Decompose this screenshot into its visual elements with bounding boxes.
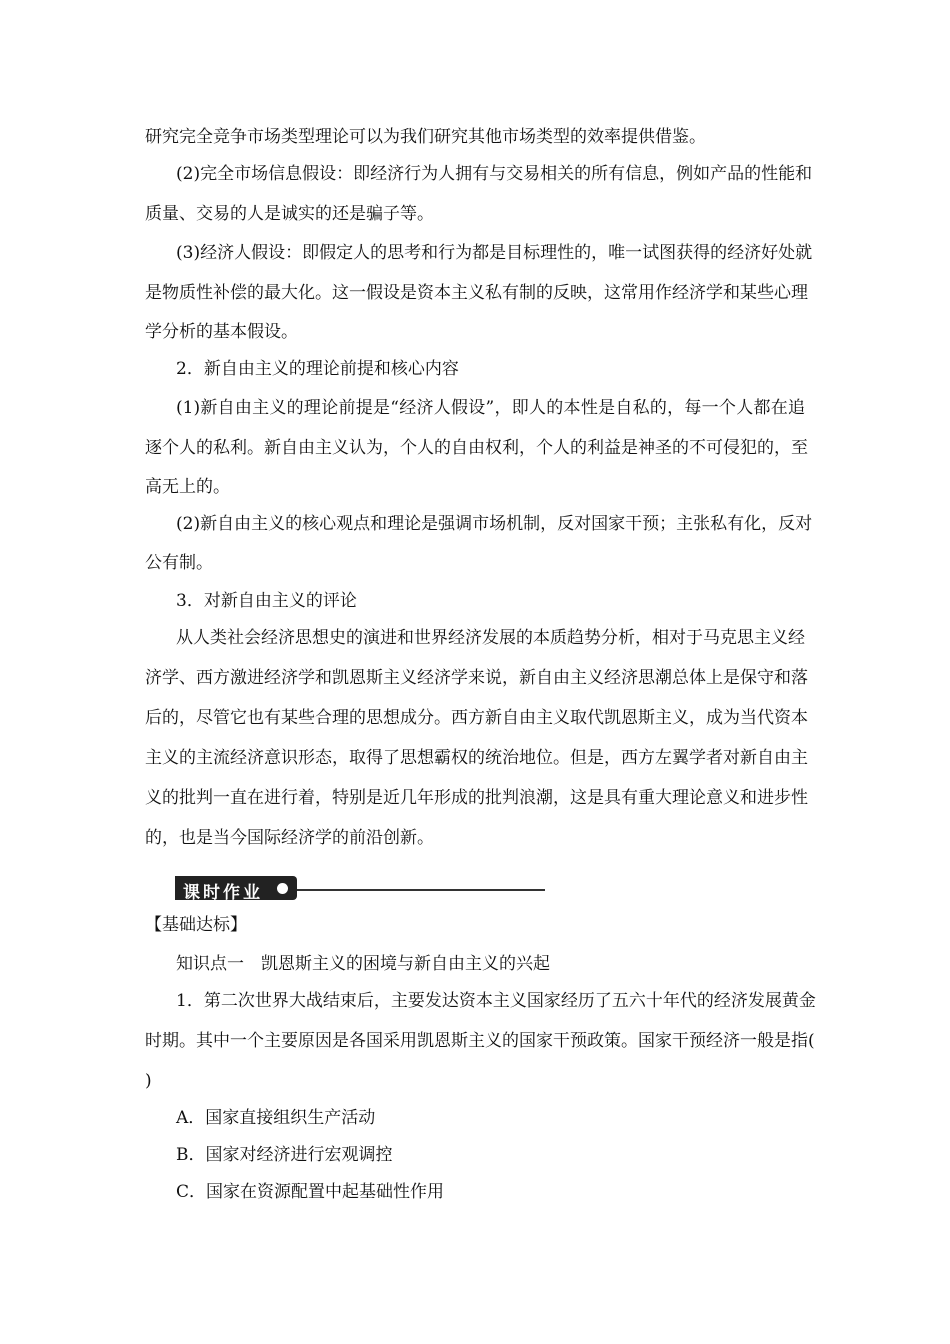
paragraph-line: 学分析的基本假设。 xyxy=(145,322,298,342)
paragraph-line: 是物质性补偿的最大化。这一假设是资本主义私有制的反映，这常用作经济学和某些心理 xyxy=(145,283,808,303)
banner-box xyxy=(175,876,297,903)
section-label: 【基础达标】 xyxy=(145,915,247,935)
question-line: ) xyxy=(145,1071,152,1091)
question-line: 1．第二次世界大战结束后，主要发达资本主义国家经历了五六十年代的经济发展黄金 xyxy=(176,991,816,1011)
paragraph-line: (3)经济人假设：即假定人的思考和行为都是目标理性的，唯一试图获得的经济好处就 xyxy=(176,243,813,263)
topic-heading: 知识点一 凯恩斯主义的困境与新自由主义的兴起 xyxy=(176,954,550,974)
paragraph-line: 济学、西方激进经济学和凯恩斯主义经济学来说，新自由主义经济思潮总体上是保守和落 xyxy=(145,668,808,688)
section-heading: 3．对新自由主义的评论 xyxy=(176,591,357,611)
bullet-dot-icon xyxy=(277,883,288,894)
paragraph-line: 的，也是当今国际经济学的前沿创新。 xyxy=(145,828,434,848)
paragraph-line: 后的，尽管它也有某些合理的思想成分。西方新自由主义取代凯恩斯主义，成为当代资本 xyxy=(145,708,808,728)
paragraph-line: 逐个人的私利。新自由主义认为，个人的自由权利，个人的利益是神圣的不可侵犯的，至 xyxy=(145,438,808,458)
paragraph-line: 主义的主流经济意识形态，取得了思想霸权的统治地位。但是，西方左翼学者对新自由主 xyxy=(145,748,808,768)
option-c: C．国家在资源配置中起基础性作用 xyxy=(176,1182,445,1202)
question-line: 时期。其中一个主要原因是各国采用凯恩斯主义的国家干预政策。国家干预经济一般是指( xyxy=(145,1031,815,1051)
paragraph-line: 公有制。 xyxy=(145,553,213,573)
paragraph-line: 研究完全竞争市场类型理论可以为我们研究其他市场类型的效率提供借鉴。 xyxy=(145,127,706,147)
banner-label: 课时作业 xyxy=(183,883,263,903)
paragraph-line: (1)新自由主义的理论前提是“经济人假设”，即人的本性是自私的，每一个人都在追 xyxy=(176,398,805,418)
section-heading: 2．新自由主义的理论前提和核心内容 xyxy=(176,359,459,379)
option-b: B．国家对经济进行宏观调控 xyxy=(176,1145,393,1165)
paragraph-line: (2)新自由主义的核心观点和理论是强调市场机制，反对国家干预；主张私有化，反对 xyxy=(176,514,813,534)
option-a: A．国家直接组织生产活动 xyxy=(176,1108,376,1128)
banner-rule xyxy=(297,889,545,891)
paragraph-line: 质量、交易的人是诚实的还是骗子等。 xyxy=(145,204,434,224)
paragraph-line: (2)完全市场信息假设：即经济行为人拥有与交易相关的所有信息，例如产品的性能和 xyxy=(176,164,813,184)
paragraph-line: 义的批判一直在进行着，特别是近几年形成的批判浪潮，这是具有重大理论意义和进步性 xyxy=(145,788,808,808)
paragraph-line: 从人类社会经济思想史的演进和世界经济发展的本质趋势分析，相对于马克思主义经 xyxy=(176,628,805,648)
paragraph-line: 高无上的。 xyxy=(145,477,230,497)
